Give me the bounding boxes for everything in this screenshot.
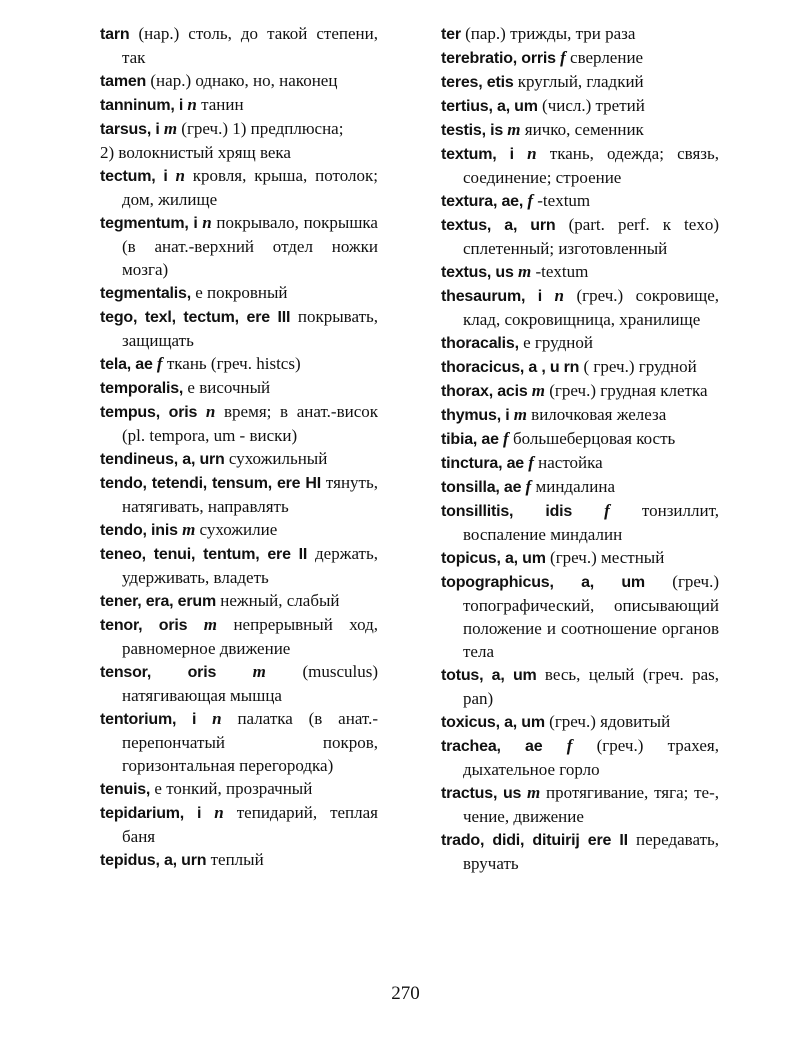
entry-definition: (нар.) однако, но, наконец [146,71,338,90]
entry-headword: thoracicus, a , u rn [441,359,580,376]
entry-gender: m [527,381,546,400]
dictionary-entry [441,331,719,355]
entry-definition: ткань (греч. histcs) [162,354,301,373]
entry-definition: танин [196,95,244,114]
entry-headword: ter [441,26,461,43]
entry-headword: testis, is [441,122,504,139]
entry-headword: totus, a, um [441,667,537,684]
entry-headword: tertius, a, um [441,98,538,115]
entry-definition: тепидарий, теплая баня [122,803,378,846]
entry-definition: (нар.) столь, до такой степени, так [122,24,378,67]
entry-headword: tinctura, ae [441,455,524,472]
entry-definition: передавать, вручать [463,830,719,873]
entry-definition: е тонкий, прозрачный [150,779,313,798]
entry-definition: держать, удерживать, владеть [122,544,378,587]
entry-headword: tempus, oris [100,404,198,421]
entry-headword: tepidus, a, urn [100,852,207,869]
entry-definition: 2) волокнистый хрящ века [100,143,291,162]
entry-definition: протягивание, тяга; те-, чение, движение [463,783,719,826]
dictionary-entry [100,518,378,542]
dictionary-entry [100,660,378,707]
entry-gender: f [523,191,534,210]
entry-definition: время; в анат.-висок (pl. tempora, um - виски) [122,402,378,445]
dictionary-entry [100,471,378,518]
entry-definition: (греч.) местный [545,548,665,567]
entry-headword: tendo, tetendi, tensum, ere HI [100,475,321,492]
entry-definition: -textum [533,191,591,210]
entry-definition: (греч.) 1) предплюсна; [177,119,344,138]
entry-headword: textum, i [441,146,514,163]
entry-definition: ( греч.) грудной [579,357,697,376]
entry-headword: temporalis, [100,380,184,397]
entry-headword: tegmentum, i [100,215,198,232]
dictionary-entry [100,69,378,93]
entry-headword: tensor, oris [100,664,217,681]
dictionary-entry [100,400,378,447]
dictionary-entry [100,848,378,872]
dictionary-entry [441,451,719,475]
dictionary-entry [441,379,719,403]
entry-definition: -textum [531,262,589,281]
entry-headword: tarn [100,26,130,43]
entry-headword: tractus, us [441,785,522,802]
dictionary-entry [100,117,378,141]
dictionary-entry [441,427,719,451]
dictionary-entry [441,828,719,875]
dictionary-entry [441,710,719,734]
entry-headword: tarsus, i [100,121,160,138]
entry-gender: f [498,429,509,448]
entry-headword: tentorium, i [100,711,197,728]
entry-definition: покрывать, защищать [122,307,379,350]
entry-definition: (musculus) натягивающая мышца [122,662,378,705]
entry-definition: ткань, одежда; связь, соединение; строение [463,144,719,187]
dictionary-entry [100,93,378,117]
dictionary-entry [441,403,719,427]
entry-headword: toxicus, a, um [441,714,545,731]
entry-definition: яичко, семенник [520,120,644,139]
entry-gender: m [159,119,178,138]
entry-headword: tela, ae [100,356,153,373]
entry-gender: f [572,501,610,520]
entry-gender: n [201,803,224,822]
dictionary-entry [100,164,378,211]
dictionary-entry [100,305,378,352]
entry-definition: вилочковая железа [526,405,667,424]
right-column [441,22,719,875]
entry-headword: thesaurum, i [441,288,542,305]
dictionary-entry [441,46,719,70]
entry-headword: tibia, ae [441,431,499,448]
entry-definition: (греч.) сокровище, клад, сокровищница, хранилище [463,286,719,329]
entry-definition: круглый, гладкий [513,72,644,91]
dictionary-entry [441,355,719,379]
entry-headword: textus, a, urn [441,217,556,234]
entry-definition: (part. perf. к texo) сплетенный; изготовленный [463,215,719,258]
entry-definition: (греч.) грудная клетка [545,381,708,400]
entry-gender: m [187,615,218,634]
entry-gender: n [196,709,222,728]
entry-headword: teneo, tenui, tentum, ere II [100,546,308,563]
entry-headword: thymus, i [441,407,510,424]
dictionary-entry [441,22,719,46]
entry-definition: е височный [183,378,271,397]
entry-definition: тонзиллит, воспаление миндалин [463,501,719,544]
entry-definition: палатка (в анат.-перепончатый покров, горизонтальная перегородка) [122,709,378,775]
dictionary-entry [441,189,719,213]
entry-headword: thoracalis, [441,335,519,352]
entry-headword: topographicus, a, um [441,574,645,591]
dictionary-entry [441,213,719,260]
page-number: 270 [391,983,420,1004]
entry-gender: m [509,405,527,424]
left-column [100,22,378,872]
entry-gender: n [197,402,216,421]
entry-gender: m [503,120,521,139]
entry-headword: tego, texl, tectum, ere III [100,309,291,326]
entry-definition: сухожилие [195,520,278,539]
entry-definition: (греч.) трахея, дыхательное горло [463,736,719,779]
entry-gender: m [521,783,541,802]
entry-gender: n [167,166,185,185]
dictionary-entry [441,546,719,570]
entry-headword: tendineus, a, urn [100,451,225,468]
dictionary-entry [100,777,378,801]
entry-gender: f [523,453,534,472]
entry-definition: е грудной [518,333,593,352]
entry-headword: teres, etis [441,74,514,91]
entry-headword: trachea, ae [441,738,543,755]
entry-headword: tenor, oris [100,617,188,634]
entry-gender: m [513,262,532,281]
dictionary-entry [100,22,378,69]
entry-gender: m [177,520,196,539]
dictionary-entry [100,281,378,305]
entry-gender: n [541,286,564,305]
entry-headword: tepidarium, i [100,805,202,822]
dictionary-entry [100,376,378,400]
entry-definition: покрывало, покрышка (в анат.-верхний отдел ножки мозга) [122,213,378,279]
dictionary-entry [100,352,378,376]
entry-headword: tegmentalis, [100,285,191,302]
entry-definition: весь, целый (греч. pas, pan) [463,665,719,708]
dictionary-entry [441,781,719,828]
entry-definition: (греч.) топографический, описывающий положение и соотношение органов тела [463,572,719,661]
dictionary-entry [441,663,719,710]
dictionary-entry [100,447,378,471]
dictionary-entry [441,475,719,499]
entry-definition: е покровный [190,283,288,302]
dictionary-entry [441,142,719,189]
dictionary-entry [441,118,719,142]
entry-definition: настойка [533,453,603,472]
dictionary-entry [441,734,719,781]
dictionary-entry [100,589,378,613]
entry-definition: кровля, крыша, потолок; дом, жилище [122,166,378,209]
entry-gender: n [513,144,537,163]
entry-headword: textus, us [441,264,514,281]
entry-headword: tendo, inis [100,522,178,539]
entry-headword: trado, didi, dituirij ere II [441,832,628,849]
entry-headword: tenuis, [100,781,151,798]
entry-gender: f [555,48,566,67]
entry-definition: теплый [206,850,264,869]
entry-definition: (числ.) третий [537,96,645,115]
entry-gender: n [197,213,212,232]
entry-definition: миндалина [531,477,615,496]
dictionary-entry [441,70,719,94]
entry-definition: тянуть, натягивать, направлять [122,473,378,516]
dictionary-entry [100,613,378,660]
entry-headword: tonsillitis, idis [441,503,573,520]
dictionary-entry [100,211,378,281]
entry-definition: нежный, слабый [215,591,340,610]
entry-headword: terebratio, orris [441,50,556,67]
dictionary-entry [100,542,378,589]
entry-definition: (пар.) трижды, три раза [460,24,636,43]
entry-gender: n [183,95,197,114]
dictionary-entry [441,499,719,546]
dictionary-entry [441,570,719,663]
entry-headword: thorax, acis [441,383,528,400]
entry-gender: f [521,477,532,496]
entry-headword: tonsilla, ae [441,479,522,496]
entry-gender: f [542,736,573,755]
dictionary-entry [100,801,378,848]
entry-definition: большеберцовая кость [508,429,676,448]
entry-headword: tectum, i [100,168,168,185]
dictionary-entry [441,94,719,118]
dictionary-entry [441,284,719,331]
entry-definition: сверление [565,48,644,67]
dictionary-entry [441,260,719,284]
entry-headword: tamen [100,73,147,90]
entry-headword: tanninum, i [100,97,184,114]
entry-headword: tener, era, erum [100,593,216,610]
entry-gender: f [152,354,163,373]
entry-definition: сухожильный [224,449,328,468]
dictionary-entry [100,141,378,164]
entry-gender: m [216,662,266,681]
entry-definition: непрерывный ход, равномерное движение [122,615,378,658]
entry-headword: topicus, a, um [441,550,546,567]
dictionary-entry [100,707,378,777]
entry-definition: (греч.) ядовитый [544,712,671,731]
entry-headword: textura, ae, [441,193,524,210]
